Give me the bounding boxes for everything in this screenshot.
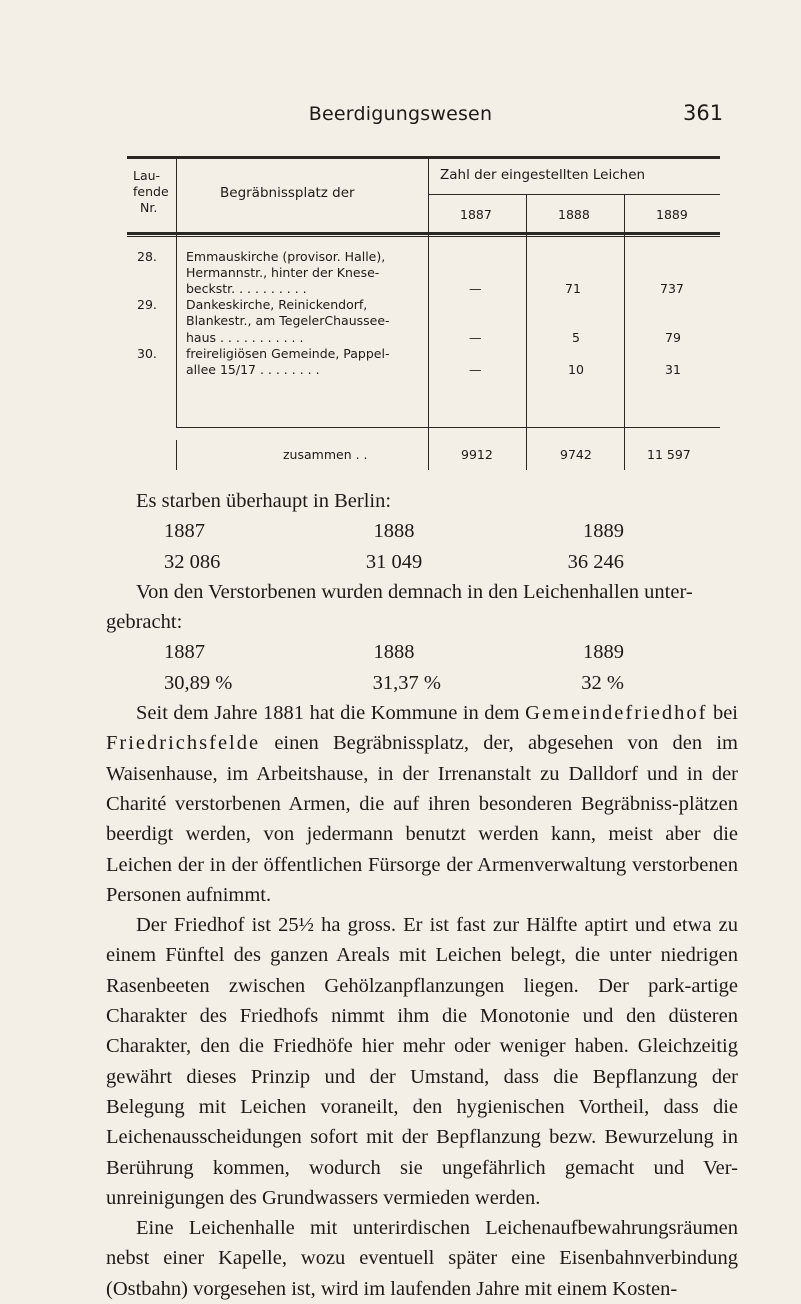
p3-gemeindefriedhof: Gemeindefriedhof	[525, 702, 708, 725]
row-29-1887: —	[469, 330, 482, 345]
deaths-value-1887: 32 086	[164, 550, 221, 573]
table-total-rule	[176, 427, 720, 428]
deaths-year-1888: 1888	[373, 520, 415, 543]
table-sub-rule	[428, 194, 720, 195]
p3-part-a: Seit dem Jahre 1881 hat die Kommune in dem	[136, 702, 526, 725]
p3-part-b: bei	[707, 702, 739, 725]
pct-year-1889: 1889	[583, 641, 624, 664]
col-head-lfd-2: fende	[133, 184, 169, 199]
row-29-line-1: Dankeskirche, Reinickendorf,	[186, 297, 368, 312]
col-head-place: Begräbnissplatz der	[220, 185, 355, 201]
row-28-line-1: Emmauskirche (provisor. Halle),	[186, 249, 386, 264]
paragraph-cemetery	[106, 698, 738, 910]
col-head-1889: 1889	[656, 207, 688, 222]
deaths-value-1889: 36 246	[567, 550, 624, 573]
pct-value-1887: 30,89 %	[164, 671, 233, 694]
row-29-1888: 5	[572, 330, 580, 345]
deaths-value-1888: 31 049	[365, 550, 423, 573]
col-head-group: Zahl der eingestellten Leichen	[440, 167, 646, 183]
row-30-nr: 30.	[137, 346, 157, 361]
row-28-line-3: beckstr. . . . . . . . . .	[186, 281, 307, 296]
paragraph-mortuary-cont: gebracht:	[106, 611, 183, 634]
page-number: 361	[683, 101, 724, 125]
pct-years-row	[164, 637, 624, 667]
running-header: Beerdigungswesen	[308, 103, 493, 125]
row-30-1889: 31	[665, 362, 681, 377]
pct-value-1889: 32 %	[581, 671, 624, 694]
col-head-lfd-3: Nr.	[140, 200, 158, 215]
col-head-1888: 1888	[558, 207, 590, 222]
row-29-line-2: Blankestr., am TegelerChaussee-	[186, 313, 390, 328]
vline-5	[176, 440, 177, 470]
deaths-values-row	[164, 547, 624, 577]
row-29-1889: 79	[665, 330, 681, 345]
row-30-1887: —	[469, 362, 482, 377]
deaths-year-1887: 1887	[164, 520, 205, 543]
table-top-rule	[127, 156, 720, 159]
row-28-1888: 71	[565, 281, 581, 296]
row-29-nr: 29.	[137, 297, 157, 312]
row-28-1887: —	[469, 281, 482, 296]
row-30-line-2: allee 15/17 . . . . . . . .	[186, 362, 320, 377]
row-28-1889: 737	[660, 281, 684, 296]
paragraph-mortuary-hall: Eine Leichenhalle mit unterirdischen Leichenaufbewahrungsräumen nebst einer Kapelle, wozu eventuell später eine Eisenbahnverbindung (Ostbahn) vorgesehen ist, wird im laufenden Jahre mit einem Kosten-	[106, 1217, 738, 1300]
row-29-line-3: haus . . . . . . . . . . .	[186, 330, 304, 345]
row-28-nr: 28.	[137, 249, 157, 264]
paragraph-deaths-intro: Es starben überhaupt in Berlin:	[136, 490, 392, 512]
row-30-line-1: freireligiösen Gemeinde, Pappel-	[186, 346, 390, 361]
col-head-lfd-1: Lau-	[133, 168, 161, 183]
total-label: zusammen . .	[283, 447, 368, 462]
vline-2	[428, 157, 429, 470]
paragraph-mortuary: Von den Verstorbenen wurden demnach in den Leichenhallen unter-	[136, 580, 693, 603]
row-28-line-2: Hermannstr., hinter der Knese-	[186, 265, 380, 280]
p3-part-c: einen Begräbnissplatz, der, abgesehen von den im Waisenhause, im Arbeitshause, in der Irrenanstalt zu Dalldorf und in der Charité verstorbenen Armen, die auf ihren besonderen Begräbniss-plätzen beerdigt werden, von jedermann benutzt werden kann, meist aber die Leichen der in der öffentlichen Fürsorge der Armenverwaltung verstorbenen Personen aufnimmt.	[106, 732, 738, 906]
body-text	[106, 486, 738, 1304]
total-1888: 9742	[560, 447, 592, 462]
paragraph-cemetery-size: Der Friedhof ist 25½ ha gross. Er ist fast zur Hälfte aptirt und etwa zu einem Fünftel des ganzen Areals mit Leichen belegt, die unter niedrigen Rasenbeeten zwischen Gehölzanpflanzungen liegen. Der park-artige Charakter des Friedhofs nimmt ihm die Monotonie und den düsteren Charakter, den die Friedhöfe hier mehr oder weniger haben. Gleichzeitig gewährt dieses Prinzip und der Umstand, dass die Bepflanzung der Belegung mit Leichen voraneilt, den hygienischen Vortheil, dass die Leichenausscheidungen sofort mit der Bepflanzung bezw. Bewurzelung in Berührung kommen, wodurch sie ungefährlich gemacht und Ver-unreinigungen des Grundwassers vermieden werden.	[106, 914, 738, 1209]
vline-1	[176, 157, 177, 427]
vline-3	[526, 195, 527, 470]
burial-table	[0, 0, 801, 480]
table-head-rule	[127, 232, 720, 235]
table-head-rule-2	[127, 236, 720, 237]
pct-value-1888: 31,37 %	[372, 671, 441, 694]
total-1889: 11 597	[647, 447, 691, 462]
total-1887: 9912	[461, 447, 493, 462]
col-head-1887: 1887	[460, 207, 492, 222]
pct-year-1887: 1887	[164, 641, 205, 664]
p3-friedrichsfelde: Friedrichsfelde	[106, 732, 261, 755]
vline-4	[624, 195, 625, 470]
deaths-year-1889: 1889	[583, 520, 624, 543]
row-30-1888: 10	[568, 362, 584, 377]
pct-year-1888: 1888	[373, 641, 415, 664]
pct-values-row	[164, 668, 624, 698]
deaths-years-row	[164, 516, 624, 546]
